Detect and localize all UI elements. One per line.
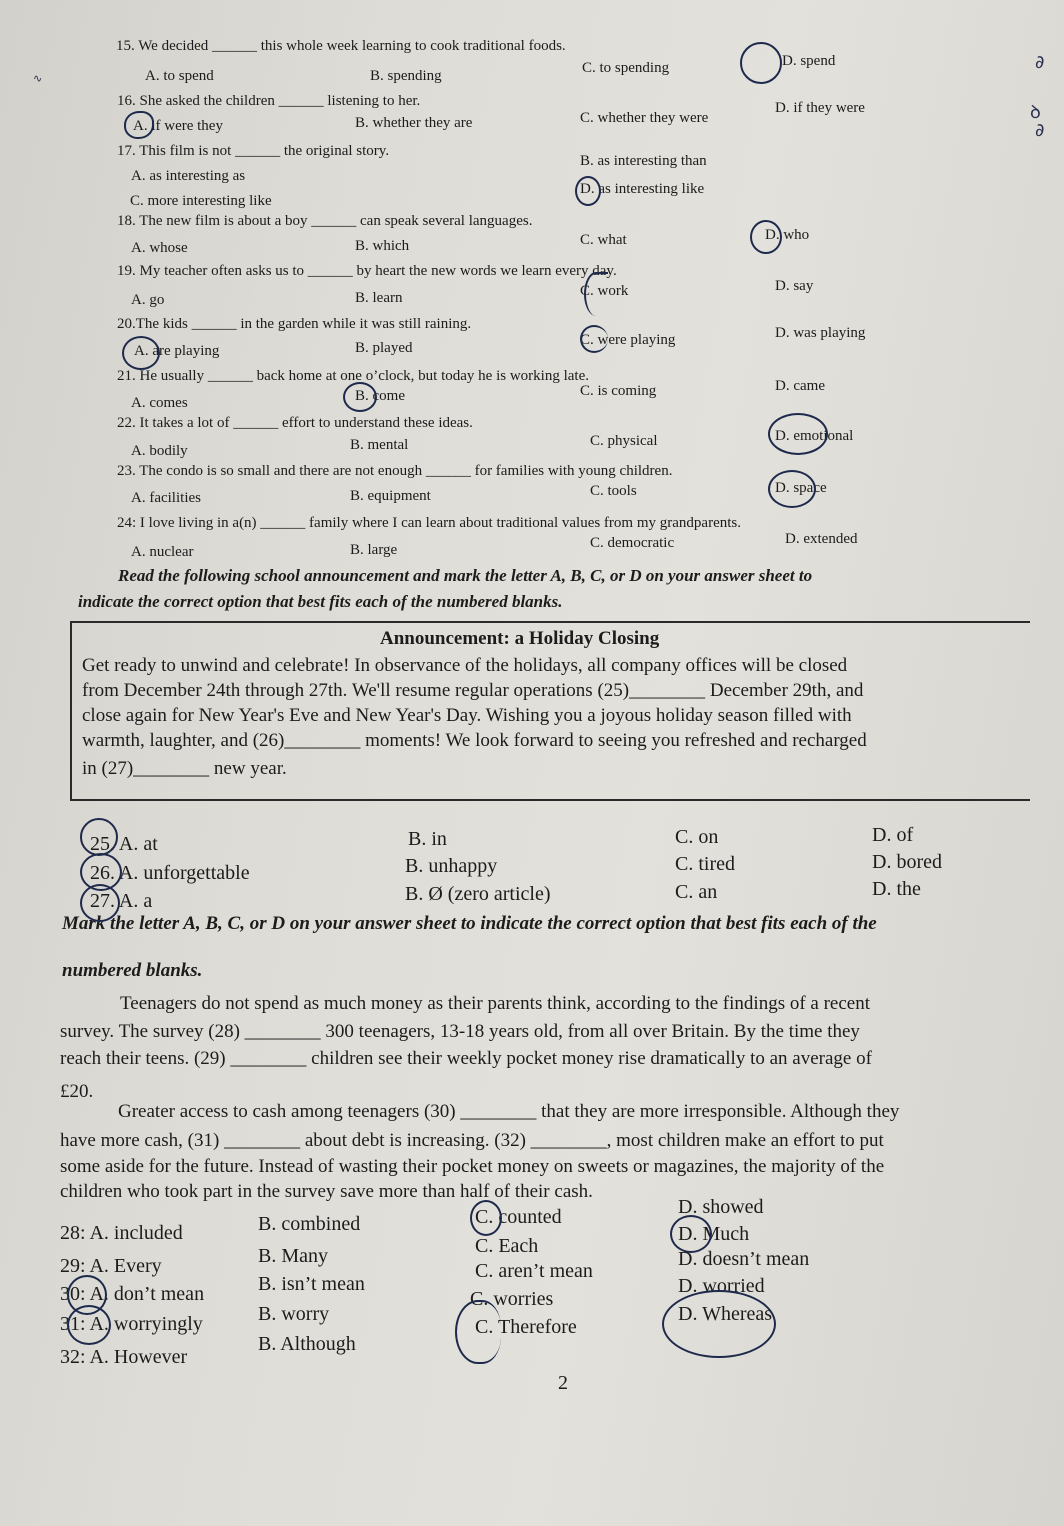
q15-option-b: B. spending [370, 68, 442, 84]
question-21-stem: 21. He usually ______ back home at one o’clock, but today he is working late. [117, 368, 589, 384]
q32-option-c: C. Therefore [475, 1316, 577, 1338]
q24-option-a: A. nuclear [131, 544, 194, 560]
q16-option-a: A. if were they [133, 118, 223, 134]
q29-option-a: 29: A. Every [60, 1255, 162, 1277]
passage-line-3: reach their teens. (29) ________ children see their weekly pocket money rise dramatically to an average of [60, 1048, 872, 1069]
q20-option-c: C. were playing [580, 332, 676, 348]
q22-option-c: C. physical [590, 433, 658, 449]
answer-circle-q16 [124, 111, 154, 139]
question-19-stem: 19. My teacher often asks us to ______ by heart the new words we learn every day. [117, 263, 617, 279]
answer-circle-q20-c [580, 325, 608, 353]
q26-option-a: 26. A. unforgettable [90, 862, 250, 884]
question-20-stem: 20.The kids ______ in the garden while it was still raining. [117, 316, 472, 332]
question-23-stem: 23. The condo is so small and there are not enough ______ for families with young children. [117, 463, 673, 479]
answer-circle-q32-d [662, 1290, 776, 1358]
q25-option-d: D. of [872, 824, 914, 846]
question-16-stem: 16. She asked the children ______ listening to her. [117, 93, 421, 109]
passage-line-7: some aside for the future. Instead of wasting their pocket money on sweets or magazines, the majority of the [60, 1156, 885, 1177]
passage-line-5: Greater access to cash among teenagers (30) ________ that they are more irresponsible. Although they [118, 1101, 900, 1122]
margin-scribble-icon: ∂ [1035, 120, 1045, 141]
announcement-line-1: Get ready to unwind and celebrate! In observance of the holidays, all company offices will be closed [82, 655, 848, 676]
q16-option-d: D. if they were [775, 100, 865, 116]
answer-circle-q25 [80, 818, 118, 856]
q29-option-b: B. Many [258, 1245, 328, 1267]
q30-option-b: B. isn’t mean [258, 1273, 365, 1295]
q28-option-b: B. combined [258, 1213, 361, 1235]
answer-circle-q31 [67, 1305, 111, 1345]
q20-option-d: D. was playing [775, 325, 866, 341]
announcement-line-4: warmth, laughter, and (26)________ moments! We look forward to seeing you refreshed and recharged [82, 730, 867, 751]
q20-option-a: A. are playing [134, 343, 220, 359]
q27-option-c: C. an [675, 881, 718, 903]
question-17-stem: 17. This film is not ______ the original story. [117, 143, 390, 159]
q27-option-a: 27. A. a [90, 890, 153, 912]
answer-circle-q28 [470, 1200, 502, 1236]
reading1-instruction-line1: Read the following school announcement and mark the letter A, B, C, or D on your answer sheet to [118, 566, 813, 585]
q32-option-b: B. Although [258, 1333, 356, 1355]
answer-circle-q15 [740, 42, 782, 84]
passage-line-8: children who took part in the survey save more than half of their cash. [60, 1181, 593, 1202]
q23-option-b: B. equipment [350, 488, 431, 504]
announcement-line-5: in (27)________ new year. [82, 758, 287, 779]
answer-circle-q23 [768, 470, 816, 508]
q17-option-c: C. more interesting like [130, 193, 272, 209]
q25-option-b: B. in [408, 828, 447, 850]
answer-circle-q27 [80, 884, 120, 922]
q31-option-b: B. worry [258, 1303, 330, 1325]
q19-option-b: B. learn [355, 290, 403, 306]
q29-option-c: C. Each [475, 1235, 539, 1257]
q25-option-a: 25. A. at [90, 833, 158, 855]
reading1-instruction-line2: indicate the correct option that best fits each of the numbered blanks. [78, 592, 563, 611]
q29-option-d: D. Much [678, 1223, 750, 1245]
q24-option-c: C. democratic [590, 535, 675, 551]
q26-option-b: B. unhappy [405, 855, 498, 877]
passage-line-4: £20. [60, 1081, 94, 1102]
answer-circle-q21 [343, 382, 377, 412]
q18-option-c: C. what [580, 232, 627, 248]
answer-circle-q17 [575, 176, 601, 206]
q31-option-c: C. worries [470, 1288, 554, 1310]
announcement-title: Announcement: a Holiday Closing [380, 628, 660, 649]
question-24-stem: 24: I love living in a(n) ______ family where I can learn about traditional values from my grandparents. [117, 515, 741, 531]
q31-option-a: 31: A. worryingly [60, 1313, 203, 1335]
q18-option-d: D. who [765, 227, 810, 243]
q26-option-c: C. tired [675, 853, 735, 875]
q21-option-c: C. is coming [580, 383, 657, 399]
q28-option-c: C. counted [475, 1206, 562, 1228]
q30-option-a: 30: A. don’t mean [60, 1283, 205, 1305]
q22-option-a: A. bodily [131, 443, 188, 459]
q26-option-d: D. bored [872, 851, 942, 873]
page-number: 2 [558, 1372, 568, 1394]
q23-option-a: A. facilities [131, 490, 201, 506]
q17-option-d: D. as interesting like [580, 181, 705, 197]
passage-line-1: Teenagers do not spend as much money as their parents think, according to the findings of a recent [120, 993, 870, 1014]
q31-option-d: D. worried [678, 1275, 765, 1297]
q18-option-b: B. which [355, 238, 410, 254]
reading2-instruction-line2: numbered blanks. [62, 960, 203, 981]
answer-circle-q19 [584, 272, 608, 316]
q24-option-b: B. large [350, 542, 398, 558]
q19-option-a: A. go [131, 292, 165, 308]
q15-option-c: C. to spending [582, 60, 670, 76]
q28-option-a: 28: A. included [60, 1222, 183, 1244]
q16-option-c: C. whether they were [580, 110, 709, 126]
passage-line-2: survey. The survey (28) ________ 300 teenagers, 13-18 years old, from all over Britain. By the time they [60, 1021, 860, 1042]
q21-option-d: D. came [775, 378, 825, 394]
q28-option-d: D. showed [678, 1196, 764, 1218]
q23-option-d: D. space [775, 480, 827, 496]
q20-option-b: B. played [355, 340, 413, 356]
q27-option-d: D. the [872, 878, 921, 900]
q22-option-d: D. emotional [775, 428, 854, 444]
q15-option-a: A. to spend [145, 68, 214, 84]
announcement-line-3: close again for New Year's Eve and New Year's Day. Wishing you a joyous holiday season filled with [82, 705, 852, 726]
q25-option-c: C. on [675, 826, 719, 848]
margin-scribble-icon: ꝺ [1030, 102, 1041, 123]
question-18-stem: 18. The new film is about a boy ______ can speak several languages. [117, 213, 533, 229]
q27-option-b: B. Ø (zero article) [405, 883, 551, 905]
q17-option-b: B. as interesting than [580, 153, 707, 169]
q32-option-a: 32: A. However [60, 1346, 188, 1368]
q19-option-d: D. say [775, 278, 814, 294]
margin-scribble-icon: ∂ [1035, 52, 1045, 73]
q24-option-d: D. extended [785, 531, 858, 547]
q21-option-b: B. come [355, 388, 405, 404]
question-15-stem: 15. We decided ______ this whole week learning to cook traditional foods. [116, 38, 566, 54]
q19-option-c: C. work [580, 283, 629, 299]
q17-option-a: A. as interesting as [131, 168, 246, 184]
q30-option-d: D. doesn’t mean [678, 1248, 810, 1270]
q30-option-c: C. aren’t mean [475, 1260, 593, 1282]
passage-line-6: have more cash, (31) ________ about debt is increasing. (32) ________, most children make an effort to put [60, 1130, 884, 1151]
answer-circle-q20 [122, 336, 160, 370]
q18-option-a: A. whose [131, 240, 188, 256]
answer-circle-q29 [670, 1215, 712, 1253]
answer-circle-q18 [750, 220, 782, 254]
answer-circle-q22 [768, 413, 828, 455]
margin-scribble-icon: ∿ [33, 72, 43, 85]
q32-option-d: D. Whereas [678, 1303, 773, 1325]
q16-option-b: B. whether they are [355, 115, 473, 131]
q21-option-a: A. comes [131, 395, 188, 411]
answer-circle-q32-c [455, 1300, 501, 1364]
q23-option-c: C. tools [590, 483, 637, 499]
reading2-instruction-line1: Mark the letter A, B, C, or D on your answer sheet to indicate the correct option that best fits each of the [62, 913, 877, 934]
q22-option-b: B. mental [350, 437, 409, 453]
question-22-stem: 22. It takes a lot of ______ effort to understand these ideas. [117, 415, 473, 431]
q15-option-d: D. spend [782, 53, 836, 69]
announcement-line-2: from December 24th through 27th. We'll resume regular operations (25)________ December 29th, and [82, 680, 864, 701]
